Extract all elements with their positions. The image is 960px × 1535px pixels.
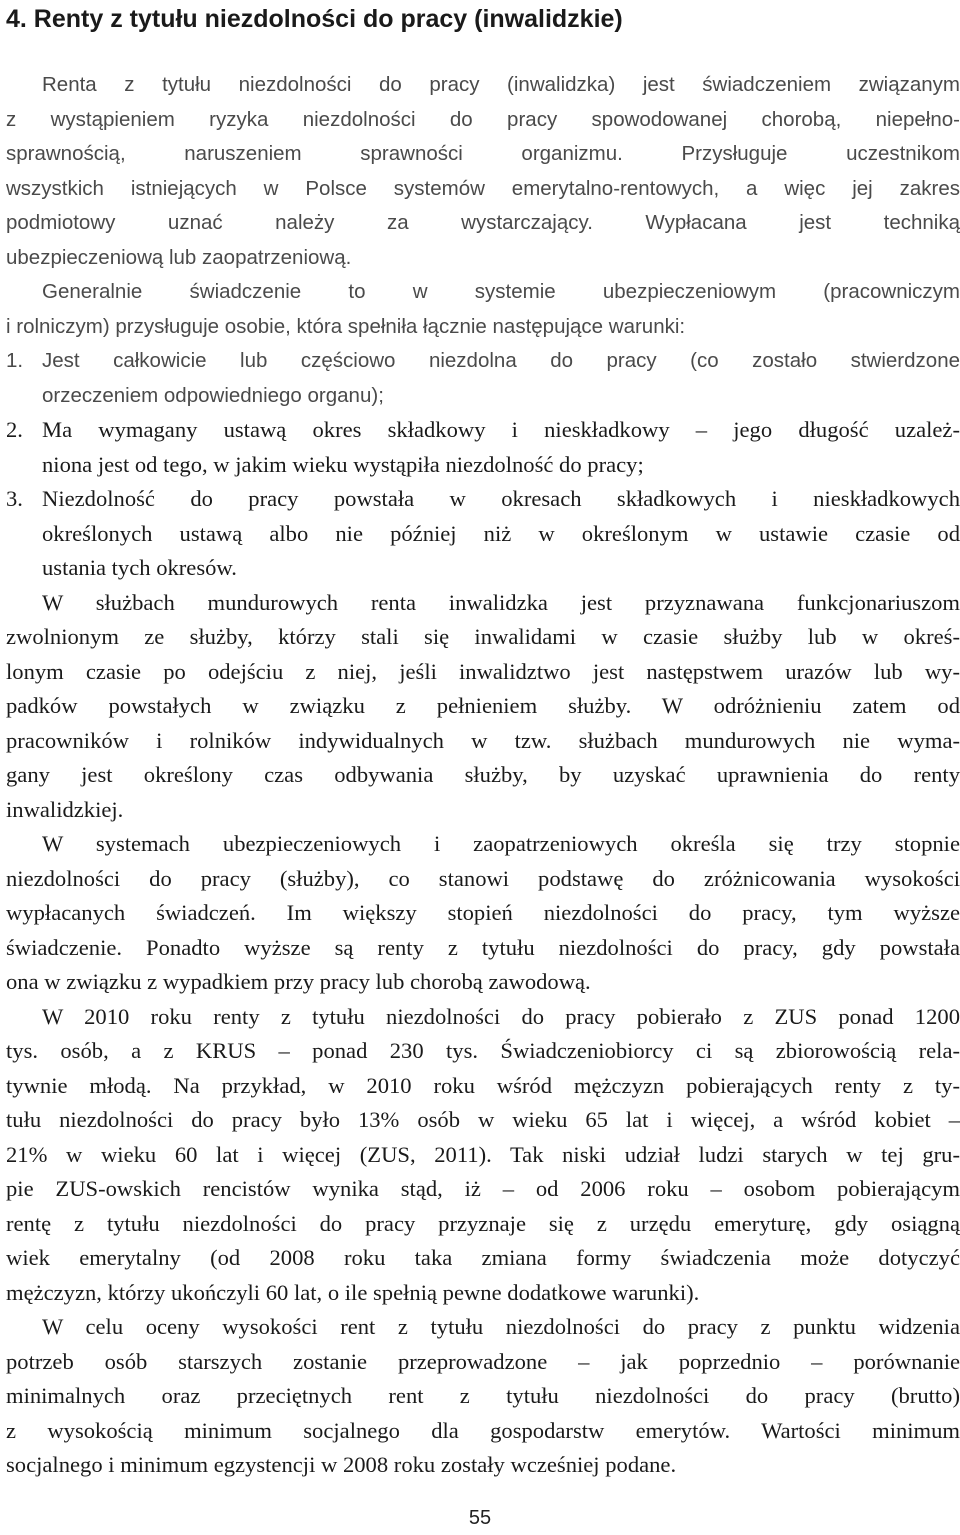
text-line: podmiotowy uznać należy za wystarczający. Wypłacana jest techniką bbox=[6, 211, 960, 234]
paragraph-conditions-intro bbox=[6, 275, 960, 344]
conditions-list bbox=[6, 344, 960, 586]
document-body bbox=[6, 68, 960, 1483]
text-line: Jest całkowicie lub częściowo niezdolna do pracy (co zostało stwierdzone bbox=[42, 349, 960, 372]
list-item bbox=[6, 344, 960, 413]
text-line: rentę z tytułu niezdolności do pracy przyznaje się z urzędu emeryturę, gdy osiągną bbox=[6, 1210, 960, 1236]
text-line: 21% w wieku 60 lat i więcej (ZUS, 2011). Tak niski udział ludzi starych w tej gru- bbox=[6, 1141, 960, 1167]
list-item-number: 3. bbox=[6, 486, 23, 511]
text-line: sprawnością, naruszeniem sprawności organizmu. Przysługuje uczestnikom bbox=[6, 142, 960, 165]
paragraph-assessment bbox=[6, 1310, 960, 1483]
text-line: Generalnie świadczenie to w systemie ubezpieczeniowym (pracowniczym bbox=[42, 280, 960, 303]
text-line: potrzeb osób starszych zostanie przeprowadzone – jak poprzednio – porównanie bbox=[6, 1348, 960, 1374]
text-line: socjalnego i minimum egzystencji w 2008 roku zostały wcześniej podane. bbox=[6, 1452, 677, 1477]
list-item bbox=[6, 413, 960, 482]
paragraph-uniformed-services bbox=[6, 586, 960, 828]
text-line: gany jest określony czas odbywania służby, by uzyskać uprawnienia do renty bbox=[6, 762, 960, 787]
text-line: tułu niezdolności do pracy było 13% osób w wieku 65 lat i więcej, a wśród kobiet – bbox=[6, 1107, 960, 1132]
text-line: ubezpieczeniową lub zaopatrzeniową. bbox=[6, 245, 352, 269]
text-line: Niezdolność do pracy powstała w okresach składkowych i nieskładkowych bbox=[42, 486, 960, 511]
text-line: świadczenie. Ponadto wyższe są renty z tytułu niezdolności do pracy, gdy powstała bbox=[6, 934, 960, 960]
text-line: lonym czasie po odejściu z niej, jeśli inwalidztwo jest następstwem urazów lub wy- bbox=[6, 658, 960, 684]
paragraph-definition bbox=[6, 68, 960, 275]
text-line: W służbach mundurowych renta inwalidzka jest przyznawana funkcjonariuszom bbox=[42, 589, 960, 615]
text-line: minimalnych oraz przeciętnych rent z tytułu niezdolności do pracy (brutto) bbox=[6, 1383, 960, 1408]
page-number: 55 bbox=[468, 1507, 492, 1529]
text-line: inwalidzkiej. bbox=[6, 796, 124, 822]
list-item bbox=[6, 482, 960, 586]
text-line: zwolnionym ze służby, którzy stali się inwalidami w czasie służby lub w okreś- bbox=[6, 624, 960, 649]
text-line: Renta z tytułu niezdolności do pracy (inwalidzka) jest świadczeniem związanym bbox=[42, 73, 960, 96]
text-line: mężczyzn, którzy ukończyli 60 lat, o ile spełnią pewne dodatkowe warunki). bbox=[6, 1279, 700, 1305]
text-line: ona w związku z wypadkiem przy pracy lub chorobą zawodową. bbox=[6, 969, 591, 994]
paragraph-statistics bbox=[6, 1000, 960, 1311]
text-line: wypłacanych świadczeń. Im większy stopień niezdolności do pracy, tym wyższe bbox=[6, 900, 960, 925]
text-line: i rolniczym) przysługuje osobie, która spełniła łącznie następujące warunki: bbox=[6, 314, 686, 338]
text-line: wszystkich istniejących w Polsce systemów emerytalno-rentowych, a więc jej zakres bbox=[6, 176, 960, 200]
text-line: z wysokością minimum socjalnego dla gospodarstw emerytów. Wartości minimum bbox=[6, 1417, 960, 1443]
text-line: orzeczeniem odpowiedniego organu); bbox=[42, 383, 384, 407]
section-heading: 4. Renty z tytułu niezdolności do pracy (inwalidzkie) bbox=[6, 5, 623, 33]
text-line: W 2010 roku renty z tytułu niezdolności do pracy pobierało z ZUS ponad 1200 bbox=[42, 1003, 960, 1029]
text-line: pie ZUS-owskich rencistów wynika stąd, iż – od 2006 roku – osobom pobierającym bbox=[6, 1176, 960, 1201]
paragraph-disability-degrees bbox=[6, 827, 960, 1000]
text-line: niona jest od tego, w jakim wieku wystąpiła niezdolność do pracy; bbox=[42, 451, 644, 477]
text-line: wiek emerytalny (od 2008 roku taka zmiana formy świadczenia może dotyczyć bbox=[6, 1245, 960, 1270]
text-line: ustania tych okresów. bbox=[42, 555, 237, 580]
text-line: pracowników i rolników indywidualnych w tzw. służbach mundurowych nie wyma- bbox=[6, 727, 960, 753]
text-line: Ma wymagany ustawą okres składkowy i nieskładkowy – jego długość uzależ- bbox=[42, 417, 960, 442]
text-line: tys. osób, a z KRUS – ponad 230 tys. Świadczeniobiorcy ci są zbiorowością rela- bbox=[6, 1038, 960, 1063]
text-line: niezdolności do pracy (służby), co stanowi podstawę do zróżnicowania wysokości bbox=[6, 865, 960, 891]
text-line: W systemach ubezpieczeniowych i zaopatrzeniowych określa się trzy stopnie bbox=[42, 831, 960, 856]
list-item-number: 1. bbox=[6, 349, 24, 372]
text-line: określonych ustawą albo nie później niż w określonym w ustawie czasie od bbox=[42, 520, 960, 546]
list-item-number: 2. bbox=[6, 417, 23, 442]
text-line: tywnie młodą. Na przykład, w 2010 roku wśród mężczyzn pobierających renty z ty- bbox=[6, 1072, 960, 1098]
text-line: W celu oceny wysokości rent z tytułu niezdolności do pracy z punktu widzenia bbox=[42, 1314, 960, 1339]
text-line: z wystąpieniem ryzyka niezdolności do pracy spowodowanej chorobą, niepełno- bbox=[6, 107, 960, 131]
text-line: padków powstałych w związku z pełnieniem służby. W odróżnieniu zatem od bbox=[6, 693, 960, 718]
